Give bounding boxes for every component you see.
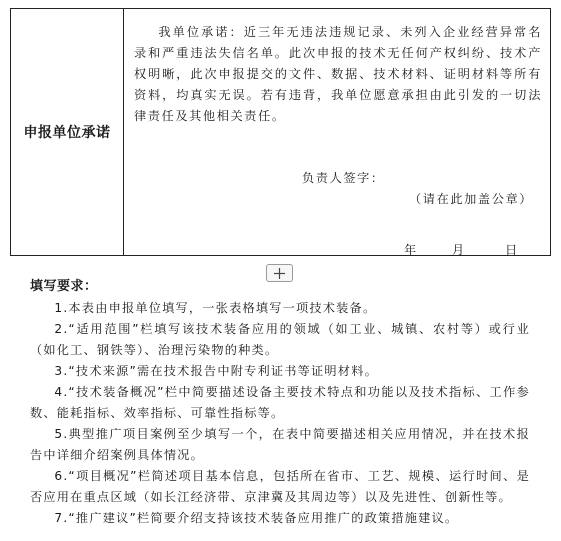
pledge-cell[interactable] — [124, 9, 551, 256]
pledge-row — [11, 9, 551, 256]
instruction-item: 7.“推广建议”栏简要介绍支持该技术装备应用推广的政策措施建议。 — [54, 511, 459, 525]
instruction-item: 6.“项目概况”栏简述项目基本信息，包括所在省市、工艺、规模、运行时间、是否应用在重点区域（如长江经济带、京津冀及其周边等）以及先进性、创新性等。 — [30, 469, 530, 504]
date-month: 月 — [452, 243, 465, 257]
signer-label: 负责人签字： — [302, 171, 385, 185]
pledge-table — [10, 8, 551, 256]
instruction-item: 3.“技术来源”需在技术报告中附专利证书等证明材料。 — [54, 364, 378, 378]
date-day: 日 — [505, 243, 518, 257]
instruction-item: 4.“技术装备概况”栏中简要描述设备主要技术特点和功能以及技术指标、工作参数、能耗指标、效率指标、可靠性指标等。 — [30, 385, 530, 420]
instructions-section — [30, 276, 530, 529]
date-year: 年 — [404, 243, 417, 257]
instructions-title: 填写要求： — [30, 279, 98, 294]
instruction-item: 1.本表由申报单位填写，一张表格填写一项技术装备。 — [54, 301, 377, 315]
instruction-item: 5.典型推广项目案例至少填写一个，在表中简要描述相关应用情况，并在技术报告中详细介绍案例具体情况。 — [30, 427, 530, 462]
seal-note: （请在此加盖公章） — [409, 192, 534, 206]
instruction-item: 2.“适用范围”栏填写该技术装备应用的领域（如工业、城镇、农村等）或行业（如化工、钢铁等）、治理污染物的种类。 — [30, 322, 530, 357]
row-label: 申报单位承诺 — [11, 9, 124, 256]
pledge-text: 我单位承诺：近三年无违法违规记录、未列入企业经营异常名录和严重违法失信名单。此次申报的技术无任何产权纠纷、技术产权明晰，此次申报提交的文件、数据、技术材料、证明材料等所有资料，均真实无误。若有违背，我单位愿意承担由此引发的一切法律责任及其他相关责任。 — [134, 25, 542, 123]
